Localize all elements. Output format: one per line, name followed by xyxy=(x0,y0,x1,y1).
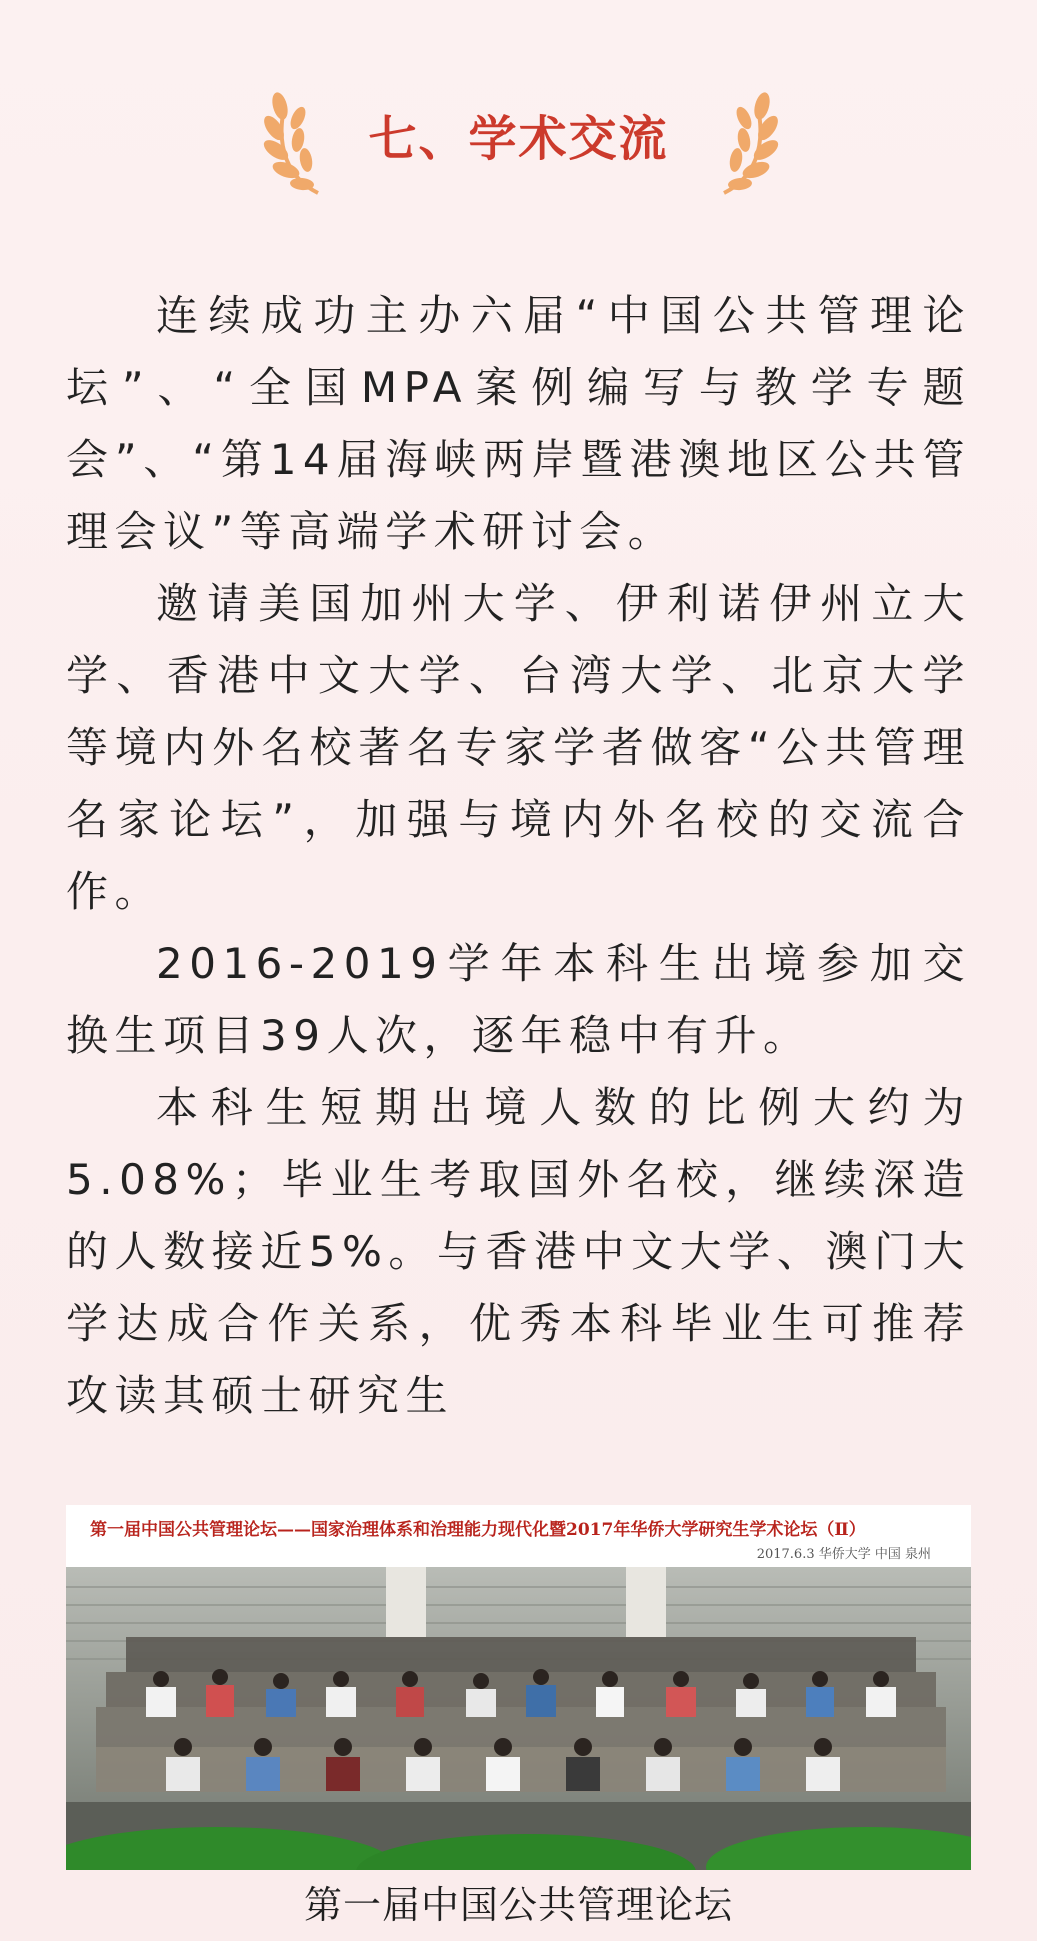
section-header xyxy=(0,72,1037,202)
paragraph-exchange-students: 2016-2019学年本科生出境参加交换生项目39人次，逐年稳中有升。 xyxy=(66,939,971,1060)
paragraph-study-abroad: 本科生短期出境人数的比例大约为5.08%；毕业生考取国外名校，继续深造的人数接近5%。与香港中文大学、澳门大学达成合作关系，优秀本科毕业生可推荐攻读其硕士研究生 xyxy=(66,1083,971,1420)
article-body xyxy=(66,280,971,1432)
group-photo-scene xyxy=(66,1567,971,1870)
group-photo xyxy=(66,1505,971,1870)
photo-banner xyxy=(66,1505,971,1567)
photo-banner-title: 第一届中国公共管理论坛——国家治理体系和治理能力现代化暨2017年华侨大学研究生学术论坛（Ⅱ） xyxy=(90,1520,866,1540)
photo-caption: 第一届中国公共管理论坛 xyxy=(303,1883,733,1927)
laurel-icon xyxy=(694,78,784,198)
paragraph-invited-scholars: 邀请美国加州大学、伊利诺伊州立大学、香港中文大学、台湾大学、北京大学等境内外名校著名专家学者做客“公共管理名家论坛”，加强与境内外名校的交流合作。 xyxy=(66,579,971,916)
photo-banner-date: 2017.6.3 华侨大学 中国 泉州 xyxy=(756,1547,931,1562)
section-title: 七、学术交流 xyxy=(368,111,669,167)
paragraph-forums: 连续成功主办六届“中国公共管理论坛”、“全国MPA案例编写与教学专题会”、“第14届海峡两岸暨港澳地区公共管理会议”等高端学术研讨会。 xyxy=(66,291,971,556)
